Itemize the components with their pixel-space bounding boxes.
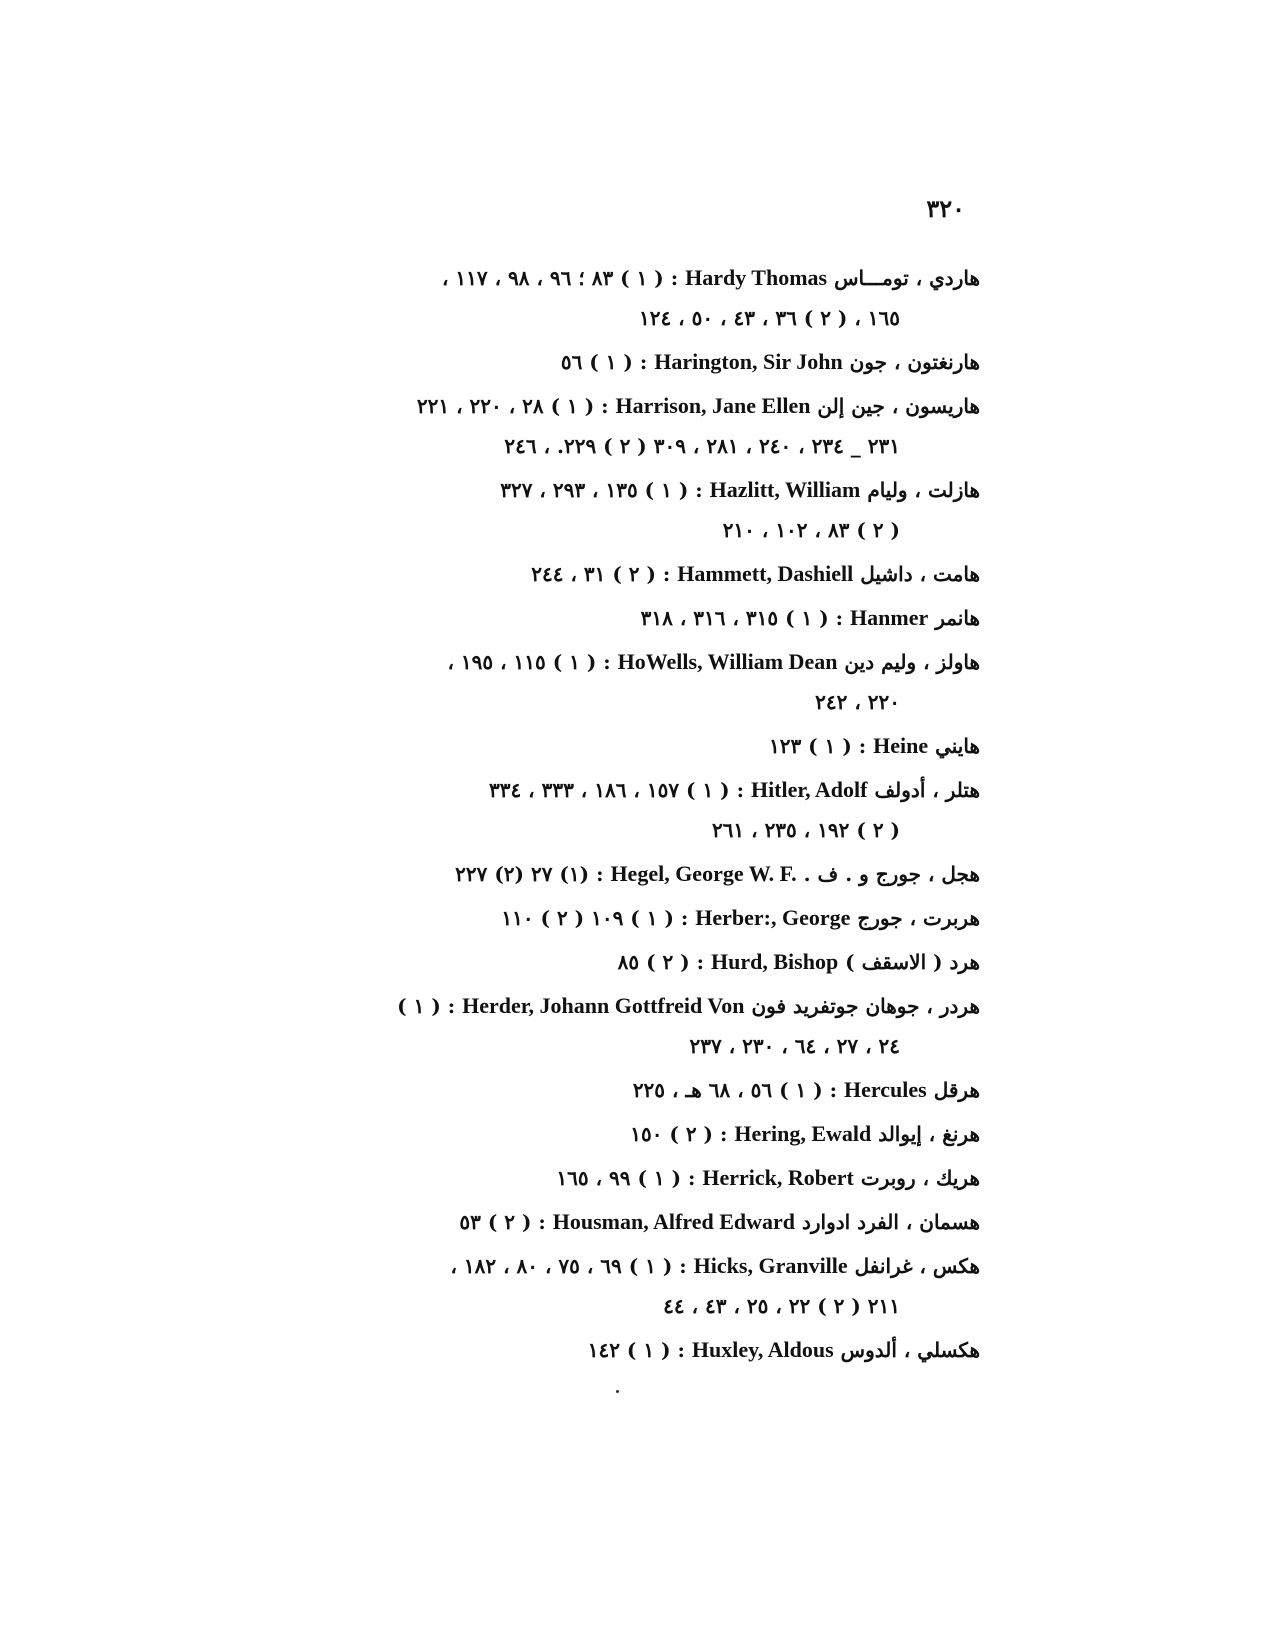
entry-arabic-name: هكس ، غرانفل (854, 1254, 980, 1278)
entry-main-line (240, 386, 980, 426)
entry-page-refs: : ( ١ ) ١٠٩ ( ٢ ) ١١٠ (501, 906, 689, 930)
entry-page-refs: : ( ١ ) ١٢٣ (768, 734, 867, 758)
entry-main-line (240, 1202, 980, 1242)
entry-page-refs: : ( ٢ ) ٥٣ (459, 1210, 546, 1234)
entry-page-refs: : ( ١ ) ٦٩ ، ٧٥ ، ٨٠ ، ١٨٢ ، (450, 1254, 687, 1278)
entry-main-line (240, 598, 980, 638)
entry-latin-name: Herrick, Robert (702, 1165, 854, 1190)
entry-latin-name: Hazlitt, William (709, 477, 861, 502)
entry-latin-name: Heine (873, 733, 929, 758)
entry-page-refs: : ( ١ ) ١١٥ ، ١٩٥ ، (447, 650, 611, 674)
index-entry (240, 1246, 980, 1326)
entry-continuation: ٢٢٠ ، ٢٤٢ (815, 690, 900, 714)
entry-arabic-name: هتلر ، أدولف (874, 778, 980, 802)
entry-main-line (240, 470, 980, 510)
entry-arabic-name: هرقل (933, 1078, 980, 1102)
entry-arabic-name: هاولز ، وليم دين (844, 650, 980, 674)
entry-latin-name: Hardy Thomas (685, 265, 828, 290)
index-entries (240, 258, 980, 1374)
entry-page-refs: : ( ١ ) (397, 994, 456, 1018)
entry-page-refs: : ( ١ ) ١٣٥ ، ٢٩٣ ، ٣٢٧ (500, 478, 703, 502)
index-entry (240, 342, 980, 382)
entry-continuation: ( ٢ ) ٨٣ ، ١٠٢ ، ٢١٠ (722, 518, 900, 542)
entry-main-line (240, 554, 980, 594)
entry-main-line (240, 898, 980, 938)
entry-page-refs: : ( ١ ) ٨٣ ؛ ٩٦ ، ٩٨ ، ١١٧ ، (442, 266, 679, 290)
entry-arabic-name: هاريسون ، جين إلن (817, 394, 980, 418)
index-entry (240, 470, 980, 550)
entry-latin-name: Hitler, Adolf (750, 777, 868, 802)
entry-latin-name: Huxley, Aldous (691, 1337, 834, 1362)
entry-continuation: ٢٤ ، ٢٧ ، ٦٤ ، ٢٣٠ ، ٢٣٧ (689, 1034, 900, 1058)
entry-arabic-name: هجل ، جورج و . ف . (803, 862, 980, 886)
index-entry (240, 386, 980, 466)
entry-page-refs: : ( ١ ) ٥٦ (560, 350, 648, 374)
entry-page-refs: : ( ٢ ) ٨٥ (617, 950, 705, 974)
entry-latin-name: Hegel, George W. F. (610, 861, 797, 886)
entry-page-refs: : ( ١ ) ١٥٧ ، ١٨٦ ، ٣٣٣ ، ٣٣٤ (488, 778, 744, 802)
index-entry (240, 1158, 980, 1198)
index-entry (240, 898, 980, 938)
entry-latin-name: Housman, Alfred Edward (552, 1209, 795, 1234)
index-entry (240, 854, 980, 894)
entry-latin-name: Hicks, Granville (693, 1253, 848, 1278)
entry-page-refs: : ( ١ ) ٩٩ ، ١٦٥ (556, 1166, 696, 1190)
index-entry (240, 986, 980, 1066)
entry-continuation: ١٦٥ ، ( ٢ ) ٣٦ ، ٤٣ ، ٥٠ ، ١٢٤ (638, 306, 900, 330)
entry-main-line (240, 342, 980, 382)
entry-arabic-name: هرد ( الاسقف ) (845, 950, 980, 974)
index-entry (240, 1202, 980, 1242)
entry-main-line (240, 1070, 980, 1110)
entry-arabic-name: هرنغ ، إيوالد (878, 1122, 980, 1146)
entry-latin-name: Harrison, Jane Ellen (615, 393, 811, 418)
entry-arabic-name: هامت ، داشيل (860, 562, 980, 586)
index-entry (240, 942, 980, 982)
entry-arabic-name: هاردي ، تومـــاس (834, 266, 980, 290)
entry-page-refs: : ( ١ ) ٣١٥ ، ٣١٦ ، ٣١٨ (640, 606, 844, 630)
entry-continuation: ٢٣١ _ ٢٣٤ ، ٢٤٠ ، ٢٨١ ، ٣٠٩ ( ٢ ) ٢٢٩. ، ٢٤٦ (504, 434, 900, 458)
index-entry (240, 1114, 980, 1154)
entry-page-refs: : (١) ٢٧ (٢) ٢٢٧ (455, 862, 604, 886)
entry-continuation: ( ٢ ) ١٩٢ ، ٢٣٥ ، ٢٦١ (711, 818, 900, 842)
index-entry (240, 1070, 980, 1110)
index-entry (240, 258, 980, 338)
index-entry (240, 598, 980, 638)
entry-latin-name: Hering, Ewald (734, 1121, 872, 1146)
entry-arabic-name: هارنغتون ، جون (849, 350, 980, 374)
entry-arabic-name: هريك ، روبرت (860, 1166, 980, 1190)
index-entry (240, 642, 980, 722)
page-mark (616, 1390, 619, 1393)
entry-latin-name: Hanmer (850, 605, 929, 630)
index-entry (240, 1330, 980, 1370)
entry-main-line (240, 1114, 980, 1154)
entry-main-line (240, 770, 980, 810)
entry-main-line (240, 1330, 980, 1370)
entry-latin-name: Harington, Sir John (654, 349, 843, 374)
entry-main-line (240, 986, 980, 1026)
entry-page-refs: : ( ٢ ) ٣١ ، ٢٤٤ (531, 562, 671, 586)
page-number: ٣٢٠ (926, 194, 965, 223)
entry-arabic-name: هكسلي ، ألدوس (840, 1338, 980, 1362)
entry-latin-name: Herber:, George (695, 905, 851, 930)
entry-latin-name: Hercules (844, 1077, 927, 1102)
entry-arabic-name: هسمان ، الفرد ادوارد (801, 1210, 980, 1234)
entry-arabic-name: هايني (935, 734, 980, 758)
entry-main-line (240, 642, 980, 682)
entry-arabic-name: هازلت ، وليام (867, 478, 980, 502)
entry-main-line (240, 1158, 980, 1198)
index-entry (240, 770, 980, 850)
index-entry (240, 726, 980, 766)
entry-arabic-name: هربرت ، جورج (857, 906, 980, 930)
index-entry (240, 554, 980, 594)
entry-arabic-name: هردر ، جوهان جوتفريد فون (751, 994, 980, 1018)
entry-page-refs: : ( ١ ) ٥٦ ، ٦٨ هـ ، ٢٢٥ (632, 1078, 838, 1102)
entry-continuation: ٢١١ ( ٢ ) ٢٢ ، ٢٥ ، ٤٣ ، ٤٤ (663, 1294, 900, 1318)
entry-main-line (240, 1246, 980, 1286)
entry-page-refs: : ( ٢ ) ١٥٠ (630, 1122, 728, 1146)
entry-latin-name: Hammett, Dashiell (677, 561, 854, 586)
entry-latin-name: HoWells, William Dean (617, 649, 838, 674)
entry-main-line (240, 854, 980, 894)
entry-latin-name: Herder, Johann Gottfreid Von (462, 993, 745, 1018)
entry-page-refs: : ( ١ ) ١٤٢ (587, 1338, 685, 1362)
entry-main-line (240, 726, 980, 766)
entry-main-line (240, 942, 980, 982)
entry-arabic-name: هانمر (935, 606, 980, 630)
entry-main-line (240, 258, 980, 298)
entry-page-refs: : ( ١ ) ٢٨ ، ٢٢٠ ، ٢٢١ (416, 394, 609, 418)
entry-latin-name: Hurd, Bishop (711, 949, 839, 974)
